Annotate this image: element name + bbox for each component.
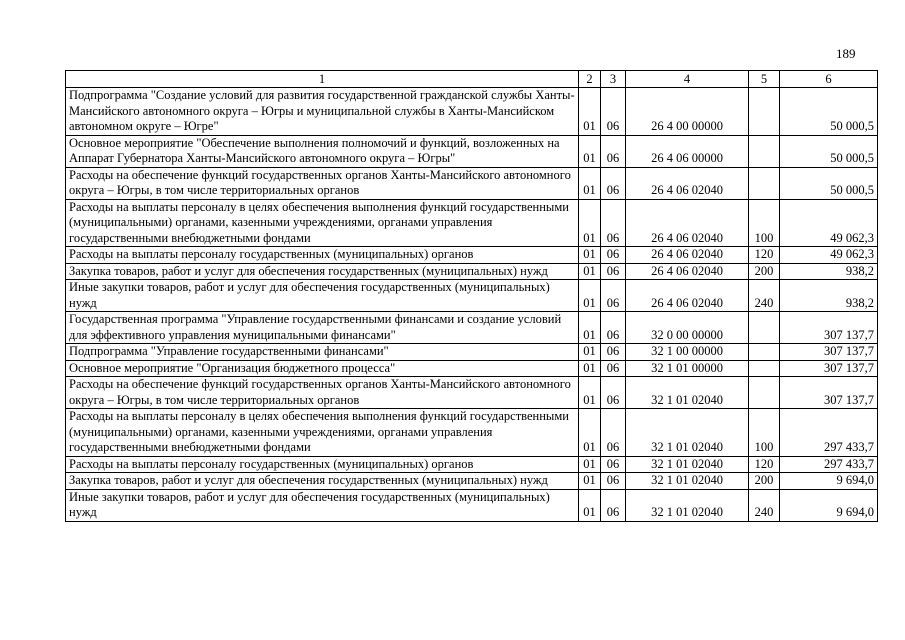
- row-section-cell: 01: [579, 473, 601, 490]
- row-target-article-cell: 26 4 06 02040: [626, 167, 749, 199]
- row-target-article-cell: 32 1 01 00000: [626, 360, 749, 377]
- row-name-cell: Закупка товаров, работ и услуг для обеспечения государственных (муниципальных) нужд: [66, 473, 579, 490]
- table-body: [66, 88, 878, 522]
- row-amount-cell: 49 062,3: [780, 199, 878, 247]
- table-row: [66, 473, 878, 490]
- row-subsection-cell: 06: [601, 199, 626, 247]
- row-name-cell: Основное мероприятие "Организация бюджетного процесса": [66, 360, 579, 377]
- row-section-cell: 01: [579, 360, 601, 377]
- row-amount-cell: 50 000,5: [780, 135, 878, 167]
- row-subsection-cell: 06: [601, 263, 626, 280]
- table-row: [66, 263, 878, 280]
- row-section-cell: 01: [579, 199, 601, 247]
- row-name-cell: Государственная программа "Управление государственными финансами и создание условий для эффективного управления муниципальными финансами": [66, 312, 579, 344]
- row-expense-type-cell: [749, 88, 780, 136]
- table-row: [66, 409, 878, 457]
- table-row: [66, 456, 878, 473]
- header-col-3: 3: [601, 71, 626, 88]
- row-section-cell: 01: [579, 167, 601, 199]
- row-amount-cell: 50 000,5: [780, 167, 878, 199]
- row-section-cell: 01: [579, 88, 601, 136]
- row-name-cell: Закупка товаров, работ и услуг для обеспечения государственных (муниципальных) нужд: [66, 263, 579, 280]
- budget-table: [65, 70, 878, 522]
- row-subsection-cell: 06: [601, 377, 626, 409]
- row-expense-type-cell: 200: [749, 473, 780, 490]
- row-section-cell: 01: [579, 263, 601, 280]
- row-target-article-cell: 26 4 06 02040: [626, 263, 749, 280]
- row-name-cell: Подпрограмма "Создание условий для развития государственной гражданской службы Ханты-Мансийского автономного округа – Югры и муниципальной службы в Ханты-Мансийском автономном округе – Югре": [66, 88, 579, 136]
- row-subsection-cell: 06: [601, 88, 626, 136]
- row-section-cell: 01: [579, 456, 601, 473]
- row-amount-cell: 9 694,0: [780, 473, 878, 490]
- row-name-cell: Расходы на обеспечение функций государственных органов Ханты-Мансийского автономного округа – Югры, в том числе территориальных органов: [66, 377, 579, 409]
- header-row: [66, 71, 878, 88]
- row-target-article-cell: 26 4 00 00000: [626, 88, 749, 136]
- row-section-cell: 01: [579, 377, 601, 409]
- row-section-cell: 01: [579, 247, 601, 264]
- row-subsection-cell: 06: [601, 360, 626, 377]
- row-amount-cell: 307 137,7: [780, 377, 878, 409]
- table-row: [66, 199, 878, 247]
- table-row: [66, 377, 878, 409]
- row-subsection-cell: 06: [601, 135, 626, 167]
- row-subsection-cell: 06: [601, 344, 626, 361]
- table-row: [66, 312, 878, 344]
- row-subsection-cell: 06: [601, 247, 626, 264]
- row-section-cell: 01: [579, 409, 601, 457]
- table-row: [66, 360, 878, 377]
- row-name-cell: Иные закупки товаров, работ и услуг для обеспечения государственных (муниципальных) нужд: [66, 489, 579, 521]
- row-amount-cell: 307 137,7: [780, 312, 878, 344]
- row-name-cell: Расходы на выплаты персоналу государственных (муниципальных) органов: [66, 247, 579, 264]
- row-expense-type-cell: [749, 377, 780, 409]
- row-subsection-cell: 06: [601, 409, 626, 457]
- row-name-cell: Расходы на выплаты персоналу в целях обеспечения выполнения функций государственными (муниципальными) органами, казенными учреждениями, органами управления государственными внебюджетными фондами: [66, 409, 579, 457]
- row-name-cell: Подпрограмма "Управление государственными финансами": [66, 344, 579, 361]
- row-amount-cell: 938,2: [780, 280, 878, 312]
- row-subsection-cell: 06: [601, 280, 626, 312]
- row-target-article-cell: 32 1 00 00000: [626, 344, 749, 361]
- row-amount-cell: 307 137,7: [780, 360, 878, 377]
- table-row: [66, 247, 878, 264]
- row-amount-cell: 297 433,7: [780, 456, 878, 473]
- row-expense-type-cell: 120: [749, 247, 780, 264]
- row-name-cell: Расходы на обеспечение функций государственных органов Ханты-Мансийского автономного округа – Югры, в том числе территориальных органов: [66, 167, 579, 199]
- row-name-cell: Основное мероприятие "Обеспечение выполнения полномочий и функций, возложенных на Аппарат Губернатора Ханты-Мансийского автономного округа – Югры": [66, 135, 579, 167]
- row-target-article-cell: 32 1 01 02040: [626, 473, 749, 490]
- row-expense-type-cell: 200: [749, 263, 780, 280]
- row-expense-type-cell: 240: [749, 489, 780, 521]
- row-amount-cell: 49 062,3: [780, 247, 878, 264]
- row-expense-type-cell: 120: [749, 456, 780, 473]
- row-target-article-cell: 26 4 06 00000: [626, 135, 749, 167]
- row-section-cell: 01: [579, 135, 601, 167]
- table-row: [66, 489, 878, 521]
- row-subsection-cell: 06: [601, 473, 626, 490]
- row-amount-cell: 50 000,5: [780, 88, 878, 136]
- row-expense-type-cell: [749, 135, 780, 167]
- row-subsection-cell: 06: [601, 167, 626, 199]
- row-section-cell: 01: [579, 280, 601, 312]
- row-name-cell: Расходы на выплаты персоналу в целях обеспечения выполнения функций государственными (муниципальными) органами, казенными учреждениями, органами управления государственными внебюджетными фондами: [66, 199, 579, 247]
- row-amount-cell: 9 694,0: [780, 489, 878, 521]
- row-expense-type-cell: [749, 360, 780, 377]
- row-expense-type-cell: [749, 344, 780, 361]
- row-section-cell: 01: [579, 312, 601, 344]
- row-target-article-cell: 32 1 01 02040: [626, 489, 749, 521]
- row-expense-type-cell: 100: [749, 199, 780, 247]
- table-row: [66, 88, 878, 136]
- row-subsection-cell: 06: [601, 456, 626, 473]
- row-target-article-cell: 26 4 06 02040: [626, 247, 749, 264]
- row-expense-type-cell: 100: [749, 409, 780, 457]
- row-amount-cell: 307 137,7: [780, 344, 878, 361]
- row-section-cell: 01: [579, 344, 601, 361]
- header-col-6: 6: [780, 71, 878, 88]
- table-header: [66, 71, 878, 88]
- table-row: [66, 167, 878, 199]
- row-section-cell: 01: [579, 489, 601, 521]
- header-col-1: 1: [66, 71, 579, 88]
- header-col-2: 2: [579, 71, 601, 88]
- row-expense-type-cell: [749, 312, 780, 344]
- row-target-article-cell: 32 0 00 00000: [626, 312, 749, 344]
- row-target-article-cell: 32 1 01 02040: [626, 456, 749, 473]
- row-amount-cell: 938,2: [780, 263, 878, 280]
- row-amount-cell: 297 433,7: [780, 409, 878, 457]
- row-target-article-cell: 32 1 01 02040: [626, 409, 749, 457]
- table-row: [66, 135, 878, 167]
- row-expense-type-cell: [749, 167, 780, 199]
- row-subsection-cell: 06: [601, 312, 626, 344]
- table-row: [66, 344, 878, 361]
- row-name-cell: Иные закупки товаров, работ и услуг для обеспечения государственных (муниципальных) нужд: [66, 280, 579, 312]
- page-number: 189: [836, 46, 856, 61]
- row-target-article-cell: 26 4 06 02040: [626, 199, 749, 247]
- table-row: [66, 280, 878, 312]
- row-target-article-cell: 32 1 01 02040: [626, 377, 749, 409]
- header-col-5: 5: [749, 71, 780, 88]
- row-expense-type-cell: 240: [749, 280, 780, 312]
- row-target-article-cell: 26 4 06 02040: [626, 280, 749, 312]
- row-subsection-cell: 06: [601, 489, 626, 521]
- row-name-cell: Расходы на выплаты персоналу государственных (муниципальных) органов: [66, 456, 579, 473]
- header-col-4: 4: [626, 71, 749, 88]
